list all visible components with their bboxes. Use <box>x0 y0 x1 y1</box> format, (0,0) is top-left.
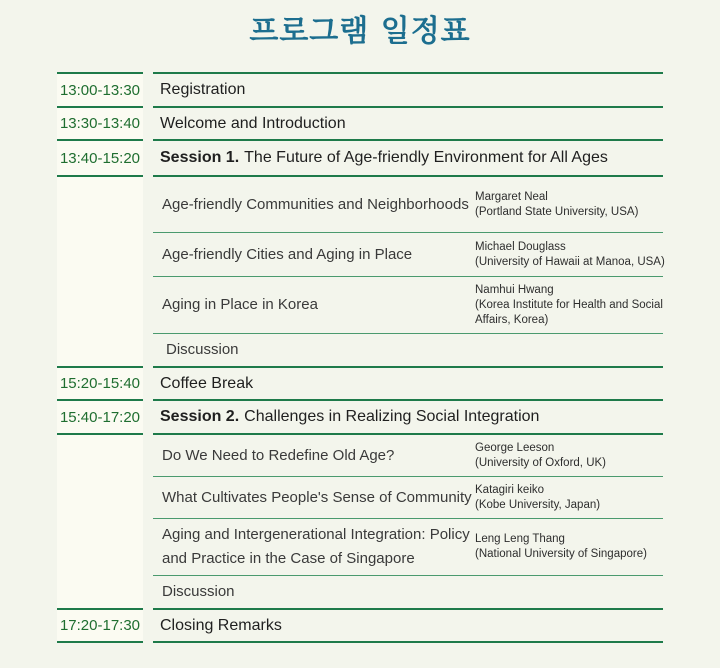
registration-label: Registration <box>160 81 246 98</box>
speaker-affiliation: (University of Oxford, UK) <box>475 456 606 469</box>
session1-time: 13:40-15:20 <box>59 149 141 167</box>
speaker-affiliation: (National University of Singapore) <box>475 548 647 560</box>
time-rule <box>57 433 143 435</box>
session2-talk-speaker <box>475 519 665 575</box>
session2-talk-speaker <box>475 477 665 518</box>
speaker-name: Leng Leng Thang <box>475 533 565 545</box>
session2-header <box>160 401 660 433</box>
speaker-affiliation: (Korea Institute for Health and Social Affairs, Korea) <box>475 298 663 326</box>
session1-title: The Future of Age-friendly Environment for All Ages <box>244 149 608 166</box>
session2-discussion: Discussion <box>162 583 235 600</box>
speaker-affiliation: (Kobe University, Japan) <box>475 498 601 511</box>
welcome-time: 13:30-13:40 <box>59 115 141 132</box>
speaker-affiliation: (Portland State University, USA) <box>475 205 639 218</box>
session2-talk-speaker <box>475 435 665 476</box>
time-rule <box>57 641 143 643</box>
session2-time: 15:40-17:20 <box>59 408 141 426</box>
session1-label: Session 1. <box>160 149 240 166</box>
session2-talk-title: Aging and Intergenerational Integration: Policy and Practice in the Case of Singapore <box>162 526 470 567</box>
session1-talk-title: Age-friendly Cities and Aging in Place <box>162 245 413 263</box>
session1-header <box>160 141 660 175</box>
content-rule <box>153 641 663 643</box>
session2-talk-title: Do We Need to Redefine Old Age? <box>162 446 395 464</box>
page-title: 프로그램 일정표 <box>249 14 471 49</box>
time-rule <box>57 175 143 177</box>
speaker-affiliation: (University of Hawaii at Manoa, USA) <box>475 255 665 268</box>
speaker-name: Margaret Neal <box>475 190 548 203</box>
session1-talk-speaker <box>475 177 665 232</box>
session1-talk-speaker <box>475 277 665 333</box>
speaker-name: Katagiri keiko <box>475 483 545 496</box>
speaker-name: Michael Douglass <box>475 240 566 253</box>
session1-talk-title: Aging in Place in Korea <box>162 296 318 313</box>
coffee-time: 15:20-15:40 <box>59 375 141 392</box>
speaker-name: George Leeson <box>475 441 555 454</box>
session2-title: Challenges in Realizing Social Integration <box>244 408 540 425</box>
speaker-name: Namhui Hwang <box>475 283 554 296</box>
session2-talk-title: What Cultivates People's Sense of Community <box>162 488 472 506</box>
session1-talk-speaker <box>475 233 665 276</box>
welcome-label: Welcome and Introduction <box>160 114 346 132</box>
registration-time: 13:00-13:30 <box>59 81 141 99</box>
session1-talk-title: Age-friendly Communities and Neighborhoods <box>162 195 469 213</box>
closing-label: Closing Remarks <box>160 616 282 634</box>
closing-time: 17:20-17:30 <box>59 617 141 634</box>
session2-label: Session 2. <box>160 408 240 425</box>
coffee-label: Coffee Break <box>160 374 254 392</box>
session1-discussion: Discussion <box>166 341 239 358</box>
